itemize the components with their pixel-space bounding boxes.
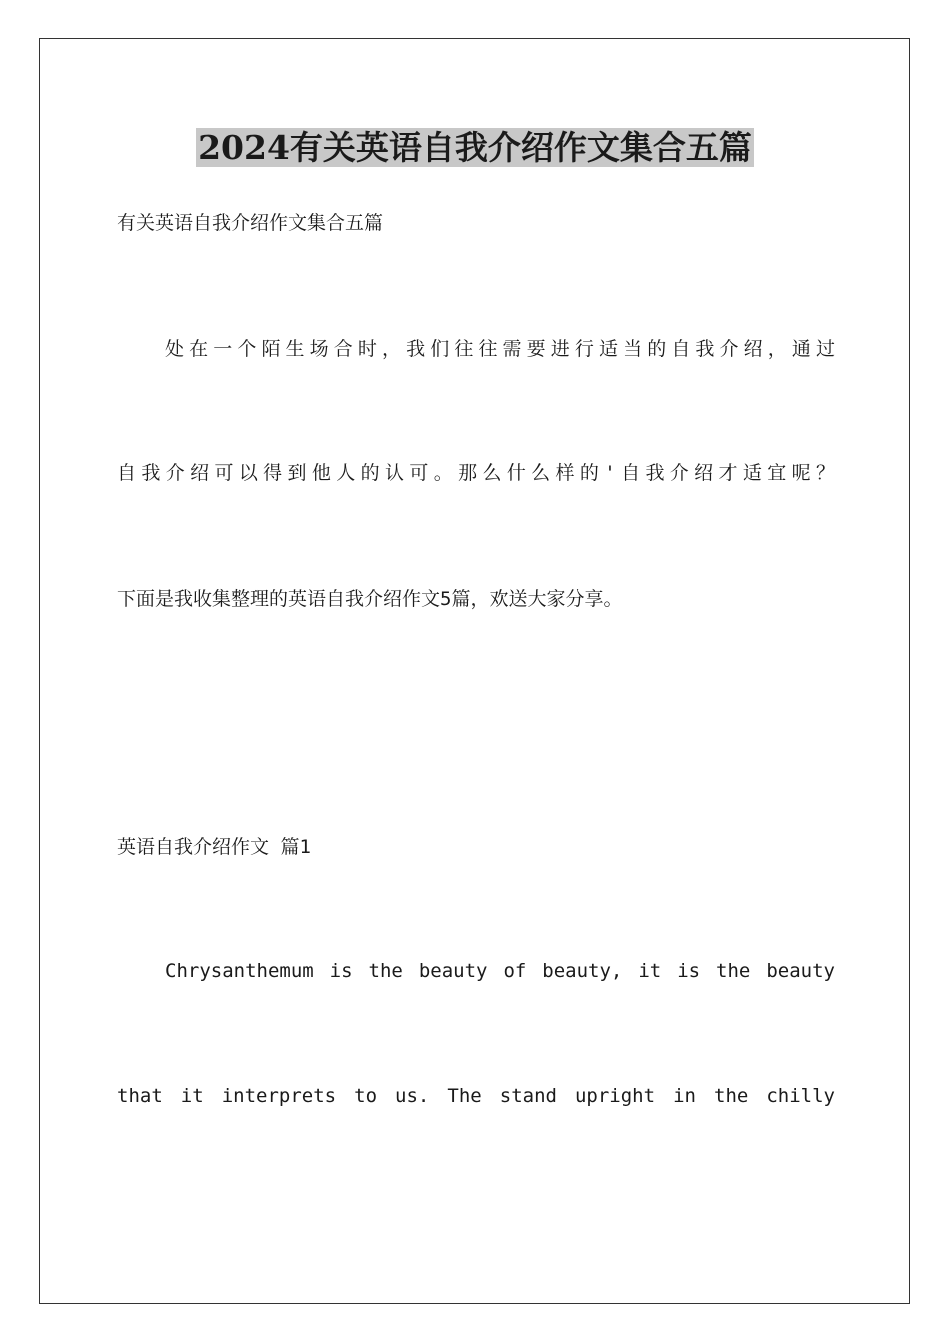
intro-line-3: 下面是我收集整理的英语自我介绍作文5篇，欢送大家分享。	[117, 588, 623, 610]
body-line-1: Chrysanthemum is the beauty of beauty, it is the beauty	[165, 960, 835, 982]
document-subtitle: 有关英语自我介绍作文集合五篇	[117, 212, 384, 234]
intro-line-1: 处在一个陌生场合时，我们往往需要进行适当的自我介绍，通过	[165, 338, 835, 360]
document-title-text: 2024有关英语自我介绍作文集合五篇	[198, 128, 752, 167]
section-heading: 英语自我介绍作文 篇1	[117, 836, 311, 858]
intro-line-2: 自我介绍可以得到他人的认可。那么什么样的'自我介绍才适宜呢？	[117, 462, 835, 484]
body-line-2: that it interprets to us. The stand upright in the chilly	[117, 1085, 835, 1107]
document-title	[0, 124, 950, 172]
